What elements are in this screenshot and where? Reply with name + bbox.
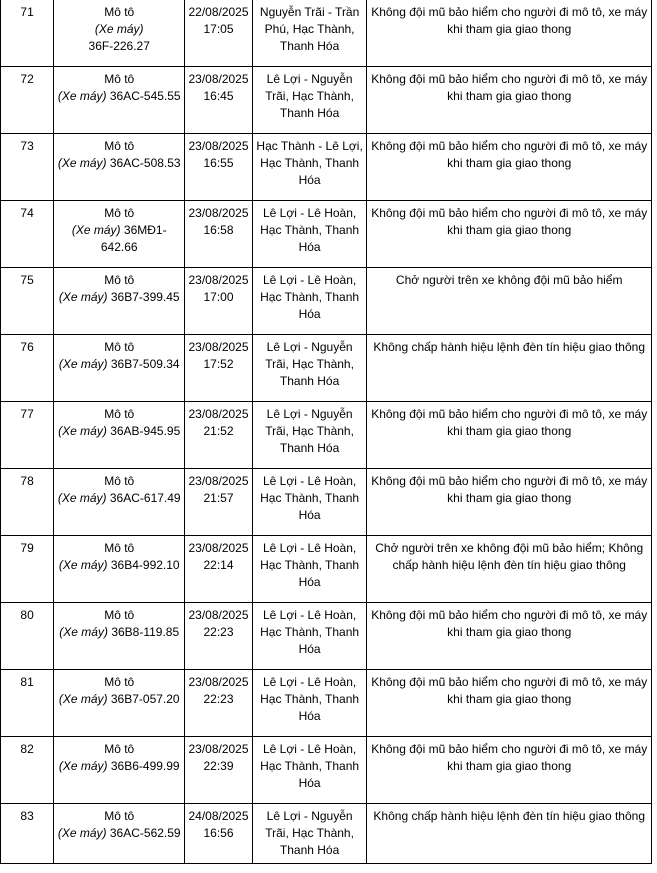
violation-cell: Không đội mũ bảo hiểm cho người đi mô tô, xe máy khi tham gia giao thong bbox=[367, 201, 652, 268]
violation-time: 21:52 bbox=[203, 424, 234, 438]
vehicle-type: Mô tô bbox=[104, 742, 135, 756]
datetime-cell bbox=[185, 737, 253, 804]
row-number: 76 bbox=[1, 335, 54, 402]
row-number: 74 bbox=[1, 201, 54, 268]
license-plate: 36F-226.27 bbox=[88, 39, 150, 53]
vehicle-type: Mô tô bbox=[104, 273, 135, 287]
location-cell: Lê Lợi - Nguyễn Trãi, Hạc Thành, Thanh Hóa bbox=[252, 67, 367, 134]
violation-cell: Không chấp hành hiệu lệnh đèn tín hiệu giao thông bbox=[367, 335, 652, 402]
license-plate: 36B6-499.99 bbox=[110, 759, 180, 773]
violation-date: 23/08/2025 bbox=[188, 139, 249, 153]
datetime-cell bbox=[185, 0, 253, 67]
vehicle-subtype: (Xe máy) bbox=[58, 692, 108, 706]
datetime-cell bbox=[185, 536, 253, 603]
violation-time: 16:55 bbox=[203, 156, 234, 170]
table-row bbox=[1, 536, 652, 603]
license-plate: 36B7-509.34 bbox=[110, 357, 180, 371]
vehicle-cell bbox=[54, 67, 185, 134]
license-plate: 36AC-562.59 bbox=[109, 826, 181, 840]
vehicle-type: Mô tô bbox=[104, 541, 135, 555]
vehicle-type: Mô tô bbox=[104, 72, 135, 86]
vehicle-cell bbox=[54, 335, 185, 402]
datetime-cell bbox=[185, 67, 253, 134]
table-row bbox=[1, 0, 652, 67]
violation-time: 21:57 bbox=[203, 491, 234, 505]
violation-time: 16:56 bbox=[203, 826, 234, 840]
vehicle-cell bbox=[54, 603, 185, 670]
violation-date: 22/08/2025 bbox=[188, 5, 249, 19]
violation-cell: Không đội mũ bảo hiểm cho người đi mô tô, xe máy khi tham gia giao thong bbox=[367, 402, 652, 469]
violation-time: 17:05 bbox=[203, 22, 234, 36]
license-plate: 36AB-945.95 bbox=[110, 424, 181, 438]
violation-date: 23/08/2025 bbox=[188, 407, 249, 421]
datetime-cell bbox=[185, 134, 253, 201]
violation-time: 16:45 bbox=[203, 89, 234, 103]
row-number: 77 bbox=[1, 402, 54, 469]
location-cell: Lê Lợi - Nguyễn Trãi, Hạc Thành, Thanh Hóa bbox=[252, 804, 367, 864]
location-cell: Lê Lợi - Lê Hoàn, Hạc Thành, Thanh Hóa bbox=[252, 670, 367, 737]
violation-time: 16:58 bbox=[203, 223, 234, 237]
vehicle-cell bbox=[54, 469, 185, 536]
row-number: 79 bbox=[1, 536, 54, 603]
violation-time: 22:14 bbox=[203, 558, 234, 572]
vehicle-type: Mô tô bbox=[104, 340, 135, 354]
table-row bbox=[1, 67, 652, 134]
datetime-cell bbox=[185, 804, 253, 864]
vehicle-type: Mô tô bbox=[104, 139, 135, 153]
datetime-cell bbox=[185, 402, 253, 469]
violation-cell: Không đội mũ bảo hiểm cho người đi mô tô, xe máy khi tham gia giao thong bbox=[367, 67, 652, 134]
table-row bbox=[1, 737, 652, 804]
row-number: 82 bbox=[1, 737, 54, 804]
vehicle-type: Mô tô bbox=[104, 608, 135, 622]
vehicle-cell bbox=[54, 134, 185, 201]
vehicle-subtype: (Xe máy) bbox=[57, 491, 107, 505]
location-cell: Lê Lợi - Lê Hoàn, Hạc Thành, Thanh Hóa bbox=[252, 737, 367, 804]
table-row bbox=[1, 134, 652, 201]
location-cell: Lê Lợi - Lê Hoàn, Hạc Thành, Thanh Hóa bbox=[252, 201, 367, 268]
location-cell: Lê Lợi - Nguyễn Trãi, Hạc Thành, Thanh Hóa bbox=[252, 402, 367, 469]
vehicle-subtype: (Xe máy) bbox=[57, 156, 107, 170]
violation-date: 23/08/2025 bbox=[188, 742, 249, 756]
vehicle-cell bbox=[54, 402, 185, 469]
location-cell: Lê Lợi - Lê Hoàn, Hạc Thành, Thanh Hóa bbox=[252, 268, 367, 335]
row-number: 71 bbox=[1, 0, 54, 67]
violation-time: 22:39 bbox=[203, 759, 234, 773]
row-number: 73 bbox=[1, 134, 54, 201]
vehicle-subtype: (Xe máy) bbox=[58, 290, 108, 304]
violation-time: 17:00 bbox=[203, 290, 234, 304]
vehicle-cell bbox=[54, 201, 185, 268]
vehicle-subtype: (Xe máy) bbox=[58, 357, 108, 371]
violation-date: 23/08/2025 bbox=[188, 474, 249, 488]
violation-time: 22:23 bbox=[203, 625, 234, 639]
violation-date: 23/08/2025 bbox=[188, 72, 249, 86]
table-row bbox=[1, 268, 652, 335]
violation-cell: Không đội mũ bảo hiểm cho người đi mô tô, xe máy khi tham gia giao thong bbox=[367, 603, 652, 670]
datetime-cell bbox=[185, 469, 253, 536]
license-plate: 36AC-617.49 bbox=[109, 491, 181, 505]
vehicle-subtype: (Xe máy) bbox=[94, 22, 144, 36]
datetime-cell bbox=[185, 335, 253, 402]
violation-date: 23/08/2025 bbox=[188, 675, 249, 689]
violation-cell: Không đội mũ bảo hiểm cho người đi mô tô, xe máy khi tham gia giao thong bbox=[367, 469, 652, 536]
location-cell: Lê Lợi - Lê Hoàn, Hạc Thành, Thanh Hóa bbox=[252, 469, 367, 536]
datetime-cell bbox=[185, 201, 253, 268]
license-plate: 36AC-545.55 bbox=[109, 89, 181, 103]
violation-date: 23/08/2025 bbox=[188, 340, 249, 354]
violation-cell: Không đội mũ bảo hiểm cho người đi mô tô, xe máy khi tham gia giao thong bbox=[367, 737, 652, 804]
row-number: 80 bbox=[1, 603, 54, 670]
vehicle-cell bbox=[54, 670, 185, 737]
location-cell: Lê Lợi - Lê Hoàn, Hạc Thành, Thanh Hóa bbox=[252, 536, 367, 603]
vehicle-type: Mô tô bbox=[104, 5, 135, 19]
row-number: 81 bbox=[1, 670, 54, 737]
vehicle-subtype: (Xe máy) bbox=[58, 759, 108, 773]
license-plate: 36B4-992.10 bbox=[110, 558, 180, 572]
violation-date: 23/08/2025 bbox=[188, 541, 249, 555]
license-plate: 36AC-508.53 bbox=[109, 156, 181, 170]
violation-cell: Không chấp hành hiệu lệnh đèn tín hiệu giao thông bbox=[367, 804, 652, 864]
violation-date: 23/08/2025 bbox=[188, 273, 249, 287]
table-row bbox=[1, 402, 652, 469]
violation-cell: Chở người trên xe không đội mũ bảo hiểm bbox=[367, 268, 652, 335]
table-row bbox=[1, 335, 652, 402]
table-row bbox=[1, 469, 652, 536]
vehicle-cell bbox=[54, 268, 185, 335]
license-plate: 36MĐ1-642.66 bbox=[100, 223, 167, 254]
row-number: 83 bbox=[1, 804, 54, 864]
vehicle-subtype: (Xe máy) bbox=[71, 223, 121, 237]
vehicle-subtype: (Xe máy) bbox=[58, 424, 107, 438]
vehicle-subtype: (Xe máy) bbox=[58, 558, 108, 572]
row-number: 78 bbox=[1, 469, 54, 536]
table-row bbox=[1, 201, 652, 268]
vehicle-cell bbox=[54, 804, 185, 864]
violation-date: 24/08/2025 bbox=[188, 809, 249, 823]
location-cell: Hạc Thành - Lê Lợi, Hạc Thành, Thanh Hóa bbox=[252, 134, 367, 201]
vehicle-subtype: (Xe máy) bbox=[57, 826, 107, 840]
table-row bbox=[1, 804, 652, 864]
license-plate: 36B7-057.20 bbox=[110, 692, 180, 706]
vehicle-subtype: (Xe máy) bbox=[57, 89, 107, 103]
row-number: 75 bbox=[1, 268, 54, 335]
table-row bbox=[1, 670, 652, 737]
violation-cell: Chở người trên xe không đội mũ bảo hiểm; Không chấp hành hiệu lệnh đèn tín hiệu giao thông bbox=[367, 536, 652, 603]
vehicle-type: Mô tô bbox=[104, 675, 135, 689]
vehicle-cell bbox=[54, 536, 185, 603]
vehicle-type: Mô tô bbox=[104, 809, 135, 823]
table-row bbox=[1, 603, 652, 670]
datetime-cell bbox=[185, 603, 253, 670]
violation-time: 17:52 bbox=[203, 357, 234, 371]
row-number: 72 bbox=[1, 67, 54, 134]
license-plate: 36B7-399.45 bbox=[110, 290, 180, 304]
location-cell: Lê Lợi - Lê Hoàn, Hạc Thành, Thanh Hóa bbox=[252, 603, 367, 670]
vehicle-cell bbox=[54, 737, 185, 804]
violation-time: 22:23 bbox=[203, 692, 234, 706]
violation-date: 23/08/2025 bbox=[188, 608, 249, 622]
location-cell: Nguyễn Trãi - Trần Phú, Hạc Thành, Thanh Hóa bbox=[252, 0, 367, 67]
vehicle-type: Mô tô bbox=[104, 407, 135, 421]
violation-date: 23/08/2025 bbox=[188, 206, 249, 220]
vehicle-type: Mô tô bbox=[104, 206, 135, 220]
vehicle-type: Mô tô bbox=[104, 474, 135, 488]
vehicle-cell bbox=[54, 0, 185, 67]
violation-cell: Không đội mũ bảo hiểm cho người đi mô tô, xe máy khi tham gia giao thong bbox=[367, 670, 652, 737]
datetime-cell bbox=[185, 268, 253, 335]
location-cell: Lê Lợi - Nguyễn Trãi, Hạc Thành, Thanh Hóa bbox=[252, 335, 367, 402]
violation-cell: Không đội mũ bảo hiểm cho người đi mô tô, xe máy khi tham gia giao thong bbox=[367, 134, 652, 201]
violation-cell: Không đội mũ bảo hiểm cho người đi mô tô, xe máy khi tham gia giao thong bbox=[367, 0, 652, 67]
datetime-cell bbox=[185, 670, 253, 737]
license-plate: 36B8-119.85 bbox=[111, 625, 180, 639]
vehicle-subtype: (Xe máy) bbox=[59, 625, 108, 639]
